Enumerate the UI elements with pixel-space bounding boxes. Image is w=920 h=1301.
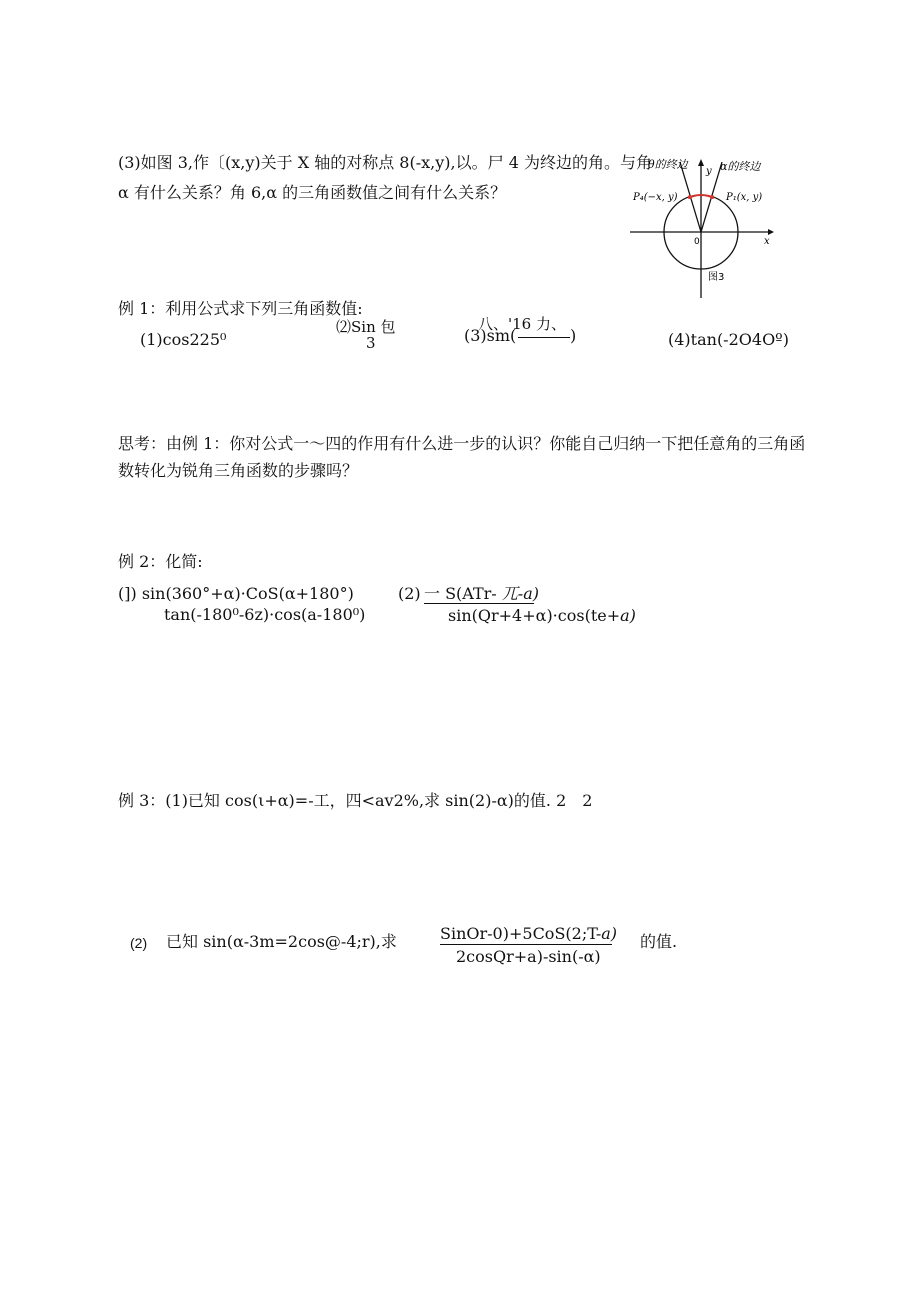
example3-part2-label: (2) [130, 935, 148, 951]
label-y: y [706, 166, 712, 177]
example2-title: 例 2：化简: [118, 552, 203, 571]
f2-num-main: 一 S(ATr- [424, 584, 502, 603]
example2-formula2-numerator [424, 584, 539, 604]
point-p4 [688, 195, 692, 199]
section3-line2: α 有什么关系？角 6,α 的三角函数值之间有什么关系？ [118, 183, 507, 202]
example3-part2-numerator [440, 924, 617, 944]
example2-formula1-numerator: (]) sin(360°+α)·CoS(α+180°) [118, 584, 354, 603]
example1-item4: (4)tan(-2O4Oº) [668, 330, 789, 349]
label-origin: 0 [694, 237, 700, 247]
example3-part2-text: 已知 sin(α-3m=2cos@-4;r),求 [166, 932, 397, 951]
example1-item1: (1)cos225⁰ [140, 330, 227, 349]
part2-fraction-line [440, 944, 612, 945]
example1-item2-bottom: 3 [366, 334, 376, 352]
example3-line: 例 3：(1)已知 cos(ι+α)=-工，四<av2%,求 sin(2)-α)的值. 2 2 [118, 791, 593, 810]
unit-circle-svg [628, 150, 778, 300]
think-line2: 数转化为锐角三角函数的步骤吗？ [118, 461, 359, 480]
example1-item3-main: (3)sm( [464, 326, 517, 345]
figure-caption: 图3 [708, 272, 725, 283]
label-p1: P₁(x, y) [726, 192, 763, 203]
x-axis-arrow [768, 229, 774, 235]
y-axis-arrow [698, 159, 704, 166]
section3-line1: (3)如图 3,作〔(x,y)关于 X 轴的对称点 8(-x,y),以。尸 4 为终边的角。与角 [118, 153, 652, 172]
formula2-fraction-line [424, 603, 534, 604]
label-theta: θ的终边 [648, 158, 688, 171]
example1-item3-top: 八、'16 力、 [478, 315, 566, 333]
example1-title: 例 1：利用公式求下列三角函数值: [118, 299, 363, 318]
label-x: x [764, 236, 770, 247]
example3-part2-suffix: 的值. [640, 932, 678, 951]
label-alpha: α的终边 [720, 160, 761, 173]
p2-num-italic: a) [601, 924, 618, 943]
example1-item3-end: ) [570, 326, 577, 345]
example2-formula2-denominator [448, 606, 636, 626]
item3-fraction-line [518, 337, 570, 338]
f2-num-italic: 兀-a) [501, 584, 539, 603]
example3-part2-denominator: 2cosQr+a)-sin(-α) [456, 947, 601, 966]
label-p4: P₄(−x, y) [633, 192, 678, 203]
example1-item2-top: ⑵Sin 包 [336, 318, 396, 336]
point-p1 [710, 195, 714, 199]
f2-den-italic: a) [620, 606, 636, 625]
p2-num-main: SinOr-0)+5CoS(2;T- [440, 924, 602, 943]
example2-formula1-denominator: tan(-180⁰-6z)·cos(a-180⁰) [164, 605, 366, 624]
f2-den-main: sin(Qr+4+α)·cos(te+ [448, 606, 621, 625]
example2-formula2-prefix: (2) [398, 584, 421, 603]
think-line1: 思考：由例 1：你对公式一～四的作用有什么进一步的认识？你能自己归纳一下把任意角的三角函 [118, 434, 806, 453]
unit-circle-figure [628, 150, 778, 300]
